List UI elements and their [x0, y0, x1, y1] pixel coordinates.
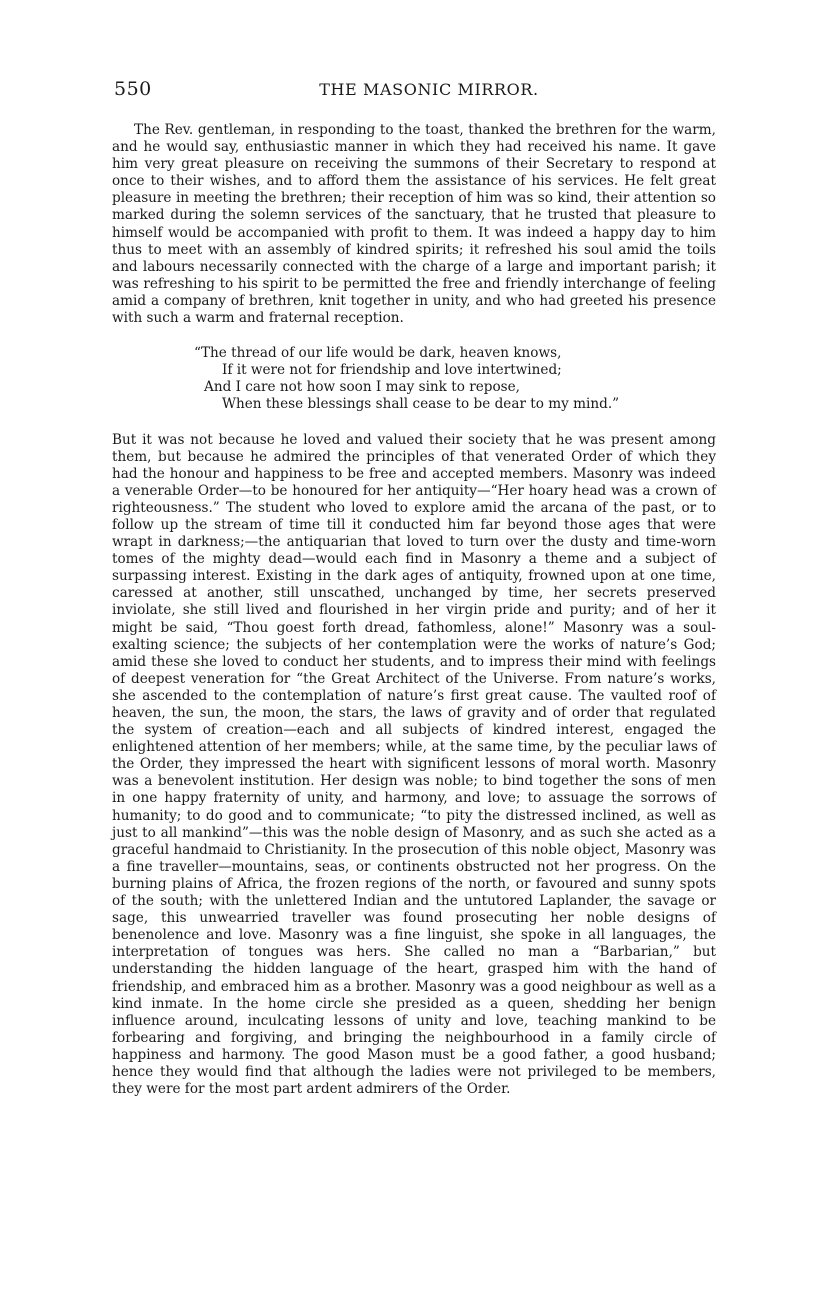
verse-line-3: And I care not how soon I may sink to repose,	[204, 379, 520, 396]
verse-line-2: If it were not for friendship and love intertwined;	[222, 362, 562, 379]
verse-line-4: When these blessings shall cease to be dear to my mind.”	[222, 396, 620, 413]
article-body	[112, 122, 716, 1098]
paragraph-2: But it was not because he loved and valued their society that he was present among them, but because he admired the principles of that venerated Order of which they had the honour and happiness to be free and accepted members. Masonry was indeed a venerable Order—to be honoured for her antiquity—“Her hoary head was a crown of righteousness.” The student who loved to explore amid the arcana of the past, or to follow up the stream of time till it conducted him far beyond those ages that were wrapt in darkness;—the antiquarian that loved to turn over the dusty and time-worn tomes of the mighty dead—would each find in Masonry a theme and a subject of surpassing interest. Existing in the dark ages of antiquity, frowned upon at one time, caressed at another, still unscathed, unchanged by time, her secrets preserved inviolate, she still lived and flourished in her virgin pride and purity; and of her it might be said, “Thou goest forth dread, fathomless, alone!” Masonry was a soul-exalting science; the subjects of her contemplation were the works of nature’s God; amid these she loved to conduct her students, and to impress their mind with feelings of deepest veneration for “the Great Architect of the Universe. From nature’s works, she ascended to the contemplation of nature’s first great cause. The vaulted roof of heaven, the sun, the moon, the stars, the laws of gravity and of order that regulated the system of creation—each and all subjects of kindred interest, engaged the enlightened attention of her members; while, at the same time, by the peculiar laws of the Order, they impressed the heart with significent lessons of moral worth. Masonry was a benevolent institution. Her design was noble; to bind together the sons of men in one happy fraternity of unity, and harmony, and love; to assuage the sorrows of humanity; to do good and to communicate; “to pity the distressed inclined, as well as just to all mankind”—this was the noble design of Masonry, and as such she acted as a graceful handmaid to Christianity. In the prosecution of this noble object, Masonry was a fine traveller—mountains, seas, or continents obstructed not her progress. On the burning plains of Africa, the frozen regions of the north, or favoured and sunny spots of the south; with the unlettered Indian and the untutored Laplander, the savage or sage, this unwearried traveller was found prosecuting her noble designs of benenolence and love. Masonry was a fine linguist, she spoke in all languages, the interpretation of tongues was hers. She called no man a “Barbarian,” but understanding the hidden language of the heart, grasped him with the hand of friendship, and embraced him as a brother. Masonry was a good neighbour as well as a kind inmate. In the home circle she presided as a queen, shedding her benign influence around, inculcating lessons of unity and love, teaching mankind to be forbearing and forgiving, and bringing the neighbourhood in a family circle of happiness and harmony. The good Mason must be a good father, a good husband; hence they would find that although the ladies were not privileged to be members, they were for the most part ardent admirers of the Order.	[112, 431, 716, 1098]
verse-quotation	[194, 345, 716, 413]
page	[112, 78, 716, 1098]
journal-title: THE MASONIC MIRROR.	[319, 80, 539, 99]
paragraph-1: The Rev. gentleman, in responding to the toast, thanked the brethren for the warm, and he would say, enthusiastic manner in which they had received his name. It gave him very great pleasure on receiving the summons of their Secretary to respond at once to their wishes, and to afford them the assistance of his services. He felt great pleasure in meeting the brethren; their reception of him was so kind, their attention so marked during the solemn services of the sanctuary, that he trusted that pleasure to himself would be accompanied with profit to them. It was indeed a happy day to him thus to meet with an assembly of kindred spirits; it refreshed his soul amid the toils and labours necessarily connected with the charge of a large and important parish; it was refreshing to his spirit to be permitted the free and friendly interchange of feeling amid a company of brethren, knit together in unity, and who had greeted his presence with such a warm and fraternal reception.	[112, 122, 716, 327]
page-number: 550	[114, 78, 152, 100]
running-head	[112, 78, 716, 112]
verse-line-1: “The thread of our life would be dark, heaven knows,	[194, 345, 562, 362]
